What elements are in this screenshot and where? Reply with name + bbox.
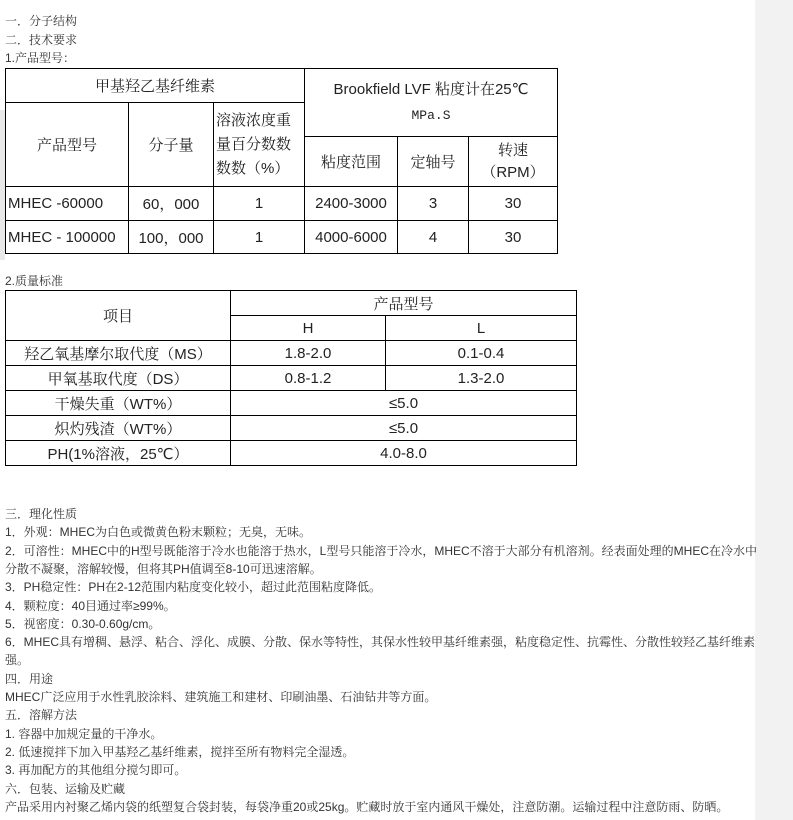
col-model: 产品型号 [6, 103, 129, 187]
table-row [6, 341, 577, 366]
scrollbar-track[interactable] [755, 0, 793, 820]
cell: 4 [398, 221, 469, 254]
cell: 100，000 [129, 221, 214, 254]
col-h: H [231, 316, 386, 341]
table-row [6, 416, 577, 441]
col-l: L [386, 316, 577, 341]
viscometer-unit: MPa.S [411, 107, 451, 123]
col-item: 项目 [6, 291, 231, 341]
heading-quality: 2.质量标准 [5, 274, 64, 288]
cell: 1.8-2.0 [231, 341, 386, 366]
cell: 1 [214, 187, 305, 221]
quality-standard-table [5, 290, 577, 466]
heading-requirements: 二．技术要求 [5, 33, 78, 47]
body-line: 4．颗粒度：40目通过率≥99%。 [5, 598, 176, 613]
body-line: MHEC广泛应用于水性乳胶涂料、建筑施工和建材、印刷油墨、石油钻井等方面。 [5, 690, 437, 704]
body-line: 五．溶解方法 [5, 708, 78, 723]
table-row [6, 187, 558, 221]
product-model-table [5, 68, 558, 254]
cell: 1 [214, 221, 305, 254]
cell: 4000-6000 [305, 221, 398, 254]
cell: ≤5.0 [231, 391, 577, 416]
col-speed: 转速（RPM） [469, 137, 558, 187]
cell: 60，000 [129, 187, 214, 221]
body-line: 1．外观：MHEC为白色或微黄色粉末颗粒；无臭，无味。 [5, 525, 312, 540]
viscometer-header [305, 69, 558, 137]
col-model: 产品型号 [231, 291, 577, 316]
body-line: 三．理化性质 [5, 507, 78, 521]
body-line: 5．视密度：0.30-0.60g/cm。 [5, 616, 161, 631]
body-line: 六．包装、运输及贮藏 [5, 781, 126, 796]
body-line: 1. 容器中加规定量的干净水。 [5, 726, 163, 741]
heading-models: 1.产品型号： [5, 51, 76, 65]
cell: 3 [398, 187, 469, 221]
body-line: 2. 低速搅拌下加入甲基羟乙基纤维素，搅拌至所有物料完全湿透。 [5, 744, 355, 759]
cell: 炽灼残渣（WT%） [6, 416, 231, 441]
body-line: 3. 再加配方的其他组分搅匀即可。 [5, 763, 187, 778]
cell: 30 [469, 187, 558, 221]
col-concentration: 溶液浓度重量百分数数数数（%） [214, 103, 305, 187]
cell: ≤5.0 [231, 416, 577, 441]
body-line: 强。 [5, 653, 30, 668]
col-mw: 分子量 [129, 103, 214, 187]
heading-structure: 一．分子结构 [5, 14, 78, 28]
cell: 羟乙氧基摩尔取代度（MS） [6, 341, 231, 366]
body-line: 6．MHEC具有增稠、悬浮、粘合、浮化、成膜、分散、保水等特性，其保水性较甲基纤维素强，粘度稳定性、抗霉性、分散性较羟乙基纤维素 [5, 635, 756, 650]
col-spindle: 定轴号 [398, 137, 469, 187]
cell: 甲氧基取代度（DS） [6, 366, 231, 391]
cell: 30 [469, 221, 558, 254]
table-row [6, 221, 558, 254]
body-line: 产品采用内衬聚乙烯内袋的纸塑复合袋封装，每袋净重20或25kg。贮藏时放于室内通风干燥处，注意防潮。运输过程中注意防雨、防晒。 [5, 799, 729, 814]
cell: 4.0-8.0 [231, 441, 577, 466]
body-line: 3．PH稳定性：PH在2-12范围内粘度变化较小，超过此范围粘度降低。 [5, 580, 382, 595]
group-header: 甲基羟乙基纤维素 [6, 69, 305, 103]
cell: 0.1-0.4 [386, 341, 577, 366]
viscometer-title: Brookfield LVF 粘度计在25℃ [333, 80, 529, 98]
table-row [6, 366, 577, 391]
cell: 0.8-1.2 [231, 366, 386, 391]
table-row [6, 441, 577, 466]
table-row [6, 391, 577, 416]
body-line: 分散不凝聚，溶解较慢，但将其PH值调至8-10可迅速溶解。 [5, 561, 322, 576]
body-line: 2．可溶性：MHEC中的H型号既能溶于冷水也能溶于热水，L型号只能溶于冷水，MHEC不溶于大部分有机溶剂。经表面处理的MHEC在冷水中 [5, 543, 758, 558]
col-viscosity: 粘度范围 [305, 137, 398, 187]
cell: MHEC -60000 [6, 187, 129, 221]
cell: PH(1%溶液，25℃） [6, 441, 231, 466]
cell: 干燥失重（WT%） [6, 391, 231, 416]
cell: 2400-3000 [305, 187, 398, 221]
cell: MHEC - 100000 [6, 221, 129, 254]
cell: 1.3-2.0 [386, 366, 577, 391]
body-line: 四．用途 [5, 671, 54, 686]
